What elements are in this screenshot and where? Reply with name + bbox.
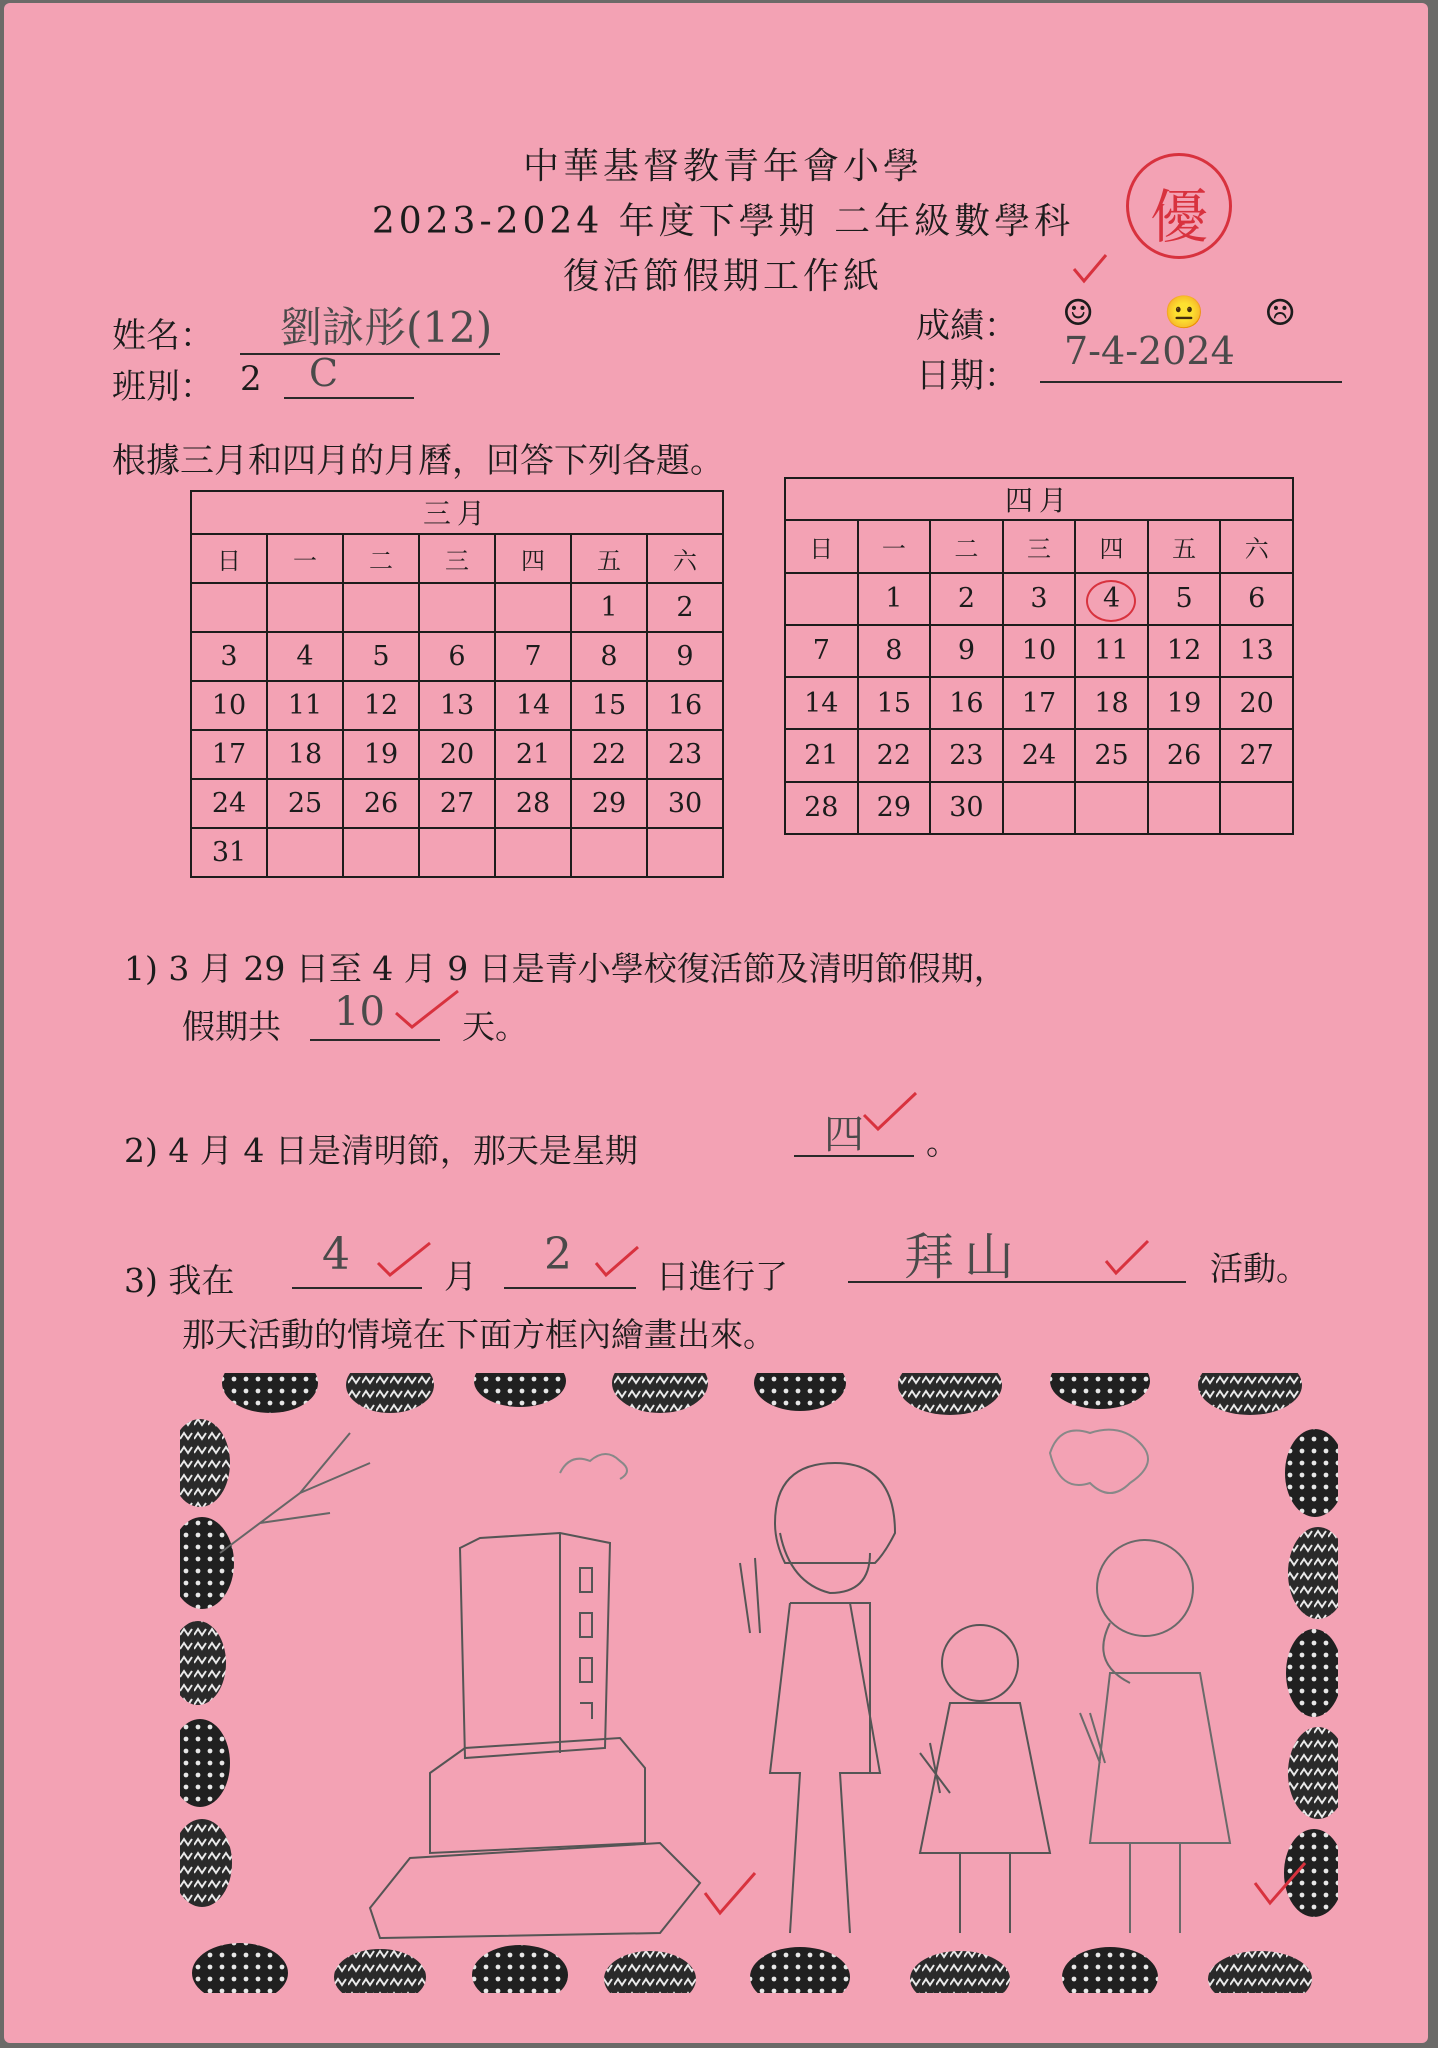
- instruction-text: 根據三月和四月的月曆，回答下列各題。: [112, 441, 724, 481]
- calendar-day: 17: [1003, 677, 1076, 729]
- calendar-day: 31: [191, 828, 267, 877]
- gravestone-drawing-icon: [370, 1533, 700, 1938]
- class-prefix: 2: [240, 359, 262, 399]
- grade-stamp: [1126, 153, 1232, 259]
- calendar-day: [419, 828, 495, 877]
- score-face-neutral: 😐: [1164, 293, 1204, 331]
- calendar-day-circled: [1075, 573, 1148, 625]
- calendar-day: 13: [419, 681, 495, 730]
- date-underline: [1040, 381, 1342, 383]
- calendar-day: [495, 583, 571, 632]
- girl-figure-icon: [920, 1625, 1050, 1933]
- grade-stamp-text: 優: [1149, 183, 1208, 251]
- calendar-day: 12: [1148, 625, 1221, 677]
- question-2-answer: 四: [824, 1112, 864, 1158]
- calendar-day: 2: [647, 583, 723, 632]
- question-1-suffix: 天。: [462, 1007, 528, 1046]
- calendar-day: 28: [785, 782, 858, 834]
- question-3-day: 2: [544, 1229, 572, 1280]
- question-3-month-check: [374, 1239, 434, 1279]
- question-3-activity: 拜山: [904, 1228, 1024, 1286]
- calendar-day: 21: [495, 730, 571, 779]
- term-subject: 2023-2024 年度下學期 二年級數學科: [371, 201, 1075, 242]
- calendar-day: 6: [1220, 573, 1293, 625]
- question-1-answer: 10: [334, 989, 385, 1035]
- question-3-month-line: [292, 1287, 422, 1289]
- question-1-answer-line: [310, 1039, 440, 1041]
- score-check-mark: [1070, 251, 1110, 287]
- calendar-day: 22: [571, 730, 647, 779]
- calendar-day: 4: [267, 632, 343, 681]
- calendar-day: 27: [1220, 729, 1293, 781]
- question-3-day-check: [592, 1243, 642, 1279]
- score-face-sad: ☹: [1264, 293, 1297, 334]
- calendar-day: 2: [930, 573, 1003, 625]
- class-value: C: [309, 351, 339, 395]
- calendar-day: 19: [1148, 677, 1221, 729]
- calendar-day: 28: [495, 779, 571, 828]
- april-calendar: [784, 477, 1294, 835]
- calendar-day: 6: [419, 632, 495, 681]
- calendar-day: 11: [267, 681, 343, 730]
- weekday-sun: 日: [785, 520, 858, 572]
- calendar-day: [495, 828, 571, 877]
- april-title: 四月: [785, 478, 1293, 520]
- calendar-day: 9: [930, 625, 1003, 677]
- calendar-day: 30: [647, 779, 723, 828]
- calendar-day: 13: [1220, 625, 1293, 677]
- calendar-day: [785, 573, 858, 625]
- calendar-day: 5: [1148, 573, 1221, 625]
- weekday-fri: 五: [1148, 520, 1221, 572]
- question-3-prefix: 3) 我在: [124, 1261, 235, 1300]
- weekday-tue: 二: [930, 520, 1003, 572]
- class-label: 班別：: [112, 367, 214, 407]
- calendar-day: 15: [571, 681, 647, 730]
- question-3-month-label: 月: [444, 1257, 477, 1296]
- drawing-frame: [180, 1373, 1338, 1993]
- boy-figure-icon: [740, 1463, 895, 1933]
- name-label: 姓名：: [112, 316, 214, 356]
- question-2-check-mark: [860, 1089, 920, 1133]
- weekday-thu: 四: [495, 534, 571, 583]
- question-2-prefix: 2) 4 月 4 日是清明節，那天是星期: [124, 1131, 638, 1170]
- weekday-thu: 四: [1075, 520, 1148, 572]
- drawing-check-mark-1: [705, 1873, 755, 1913]
- question-1-check-mark: [392, 987, 462, 1031]
- tree-branch-icon: [220, 1433, 370, 1553]
- name-value: 劉詠彤(12): [280, 303, 493, 352]
- calendar-day: 20: [419, 730, 495, 779]
- calendar-day: 23: [930, 729, 1003, 781]
- score-label: 成績：: [916, 306, 1018, 346]
- calendar-day: [267, 828, 343, 877]
- question-3-day-label: 日進行了: [656, 1257, 788, 1296]
- class-underline: [284, 397, 414, 399]
- calendar-day: [343, 583, 419, 632]
- date-label: 日期：: [916, 356, 1018, 396]
- weekday-sat: 六: [647, 534, 723, 583]
- circled-day-number: 4: [1102, 583, 1121, 615]
- calendar-day: 26: [343, 779, 419, 828]
- calendar-day: 5: [343, 632, 419, 681]
- calendar-day: 7: [495, 632, 571, 681]
- weekday-fri: 五: [571, 534, 647, 583]
- calendar-day: [1003, 782, 1076, 834]
- calendar-day: [1148, 782, 1221, 834]
- worksheet-paper: [4, 3, 1428, 2043]
- calendar-day: 16: [930, 677, 1003, 729]
- question-3-line-2: 那天活動的情境在下面方框內繪畫出來。: [182, 1315, 776, 1354]
- calendar-day: 15: [858, 677, 931, 729]
- calendar-day: 12: [343, 681, 419, 730]
- calendar-day: 29: [571, 779, 647, 828]
- calendar-day: [267, 583, 343, 632]
- calendar-day: [343, 828, 419, 877]
- day-circle-mark: [1086, 580, 1136, 622]
- calendar-day: [571, 828, 647, 877]
- march-title: 三月: [191, 491, 723, 534]
- calendar-day: [1075, 782, 1148, 834]
- calendar-day: 20: [1220, 677, 1293, 729]
- weekday-wed: 三: [419, 534, 495, 583]
- question-3-suffix: 活動。: [1210, 1249, 1309, 1288]
- calendar-day: 1: [571, 583, 647, 632]
- calendar-day: 24: [1003, 729, 1076, 781]
- calendar-day: 25: [1075, 729, 1148, 781]
- calendar-day: 21: [785, 729, 858, 781]
- weekday-sun: 日: [191, 534, 267, 583]
- calendar-day: 10: [191, 681, 267, 730]
- calendar-day: 8: [858, 625, 931, 677]
- calendar-day: 3: [1003, 573, 1076, 625]
- question-2-suffix: 。: [926, 1123, 959, 1162]
- calendar-day: 10: [1003, 625, 1076, 677]
- calendar-day: 30: [930, 782, 1003, 834]
- cloud-icon: [560, 1430, 1148, 1493]
- question-3-day-line: [504, 1287, 636, 1289]
- weekday-sat: 六: [1220, 520, 1293, 572]
- calendar-day: 25: [267, 779, 343, 828]
- woman-figure-icon: [1080, 1540, 1230, 1933]
- calendar-day: 1: [858, 573, 931, 625]
- weekday-tue: 二: [343, 534, 419, 583]
- calendar-day: [419, 583, 495, 632]
- calendar-day: 22: [858, 729, 931, 781]
- calendar-day: 9: [647, 632, 723, 681]
- calendar-day: 18: [267, 730, 343, 779]
- calendar-day: 26: [1148, 729, 1221, 781]
- calendar-day: 8: [571, 632, 647, 681]
- calendar-day: 19: [343, 730, 419, 779]
- calendar-day: 24: [191, 779, 267, 828]
- weekday-mon: 一: [267, 534, 343, 583]
- question-3-month: 4: [322, 1229, 350, 1280]
- calendar-day: 29: [858, 782, 931, 834]
- calendar-day: 23: [647, 730, 723, 779]
- weekday-wed: 三: [1003, 520, 1076, 572]
- calendar-day: 14: [785, 677, 858, 729]
- calendar-day: 16: [647, 681, 723, 730]
- calendar-day: 18: [1075, 677, 1148, 729]
- question-1-line-1: 1) 3 月 29 日至 4 月 9 日是青小學校復活節及清明節假期，: [124, 949, 1007, 988]
- calendar-day: [191, 583, 267, 632]
- calendar-day: 17: [191, 730, 267, 779]
- score-face-happy: ☺: [1062, 293, 1095, 334]
- easter-egg-border-icon: [180, 1373, 1338, 1993]
- school-name: 中華基督教青年會小學: [522, 146, 923, 187]
- calendar-day: 3: [191, 632, 267, 681]
- date-value: 7-4-2024: [1064, 329, 1235, 373]
- worksheet-title: 復活節假期工作紙: [562, 256, 883, 297]
- calendar-day: [647, 828, 723, 877]
- calendar-day: 11: [1075, 625, 1148, 677]
- question-3-activity-check: [1102, 1237, 1152, 1277]
- calendar-day: 14: [495, 681, 571, 730]
- calendar-day: 27: [419, 779, 495, 828]
- march-calendar: [190, 490, 724, 878]
- weekday-mon: 一: [858, 520, 931, 572]
- calendar-day: 7: [785, 625, 858, 677]
- calendar-day: [1220, 782, 1293, 834]
- question-1-prefix: 假期共: [182, 1007, 281, 1046]
